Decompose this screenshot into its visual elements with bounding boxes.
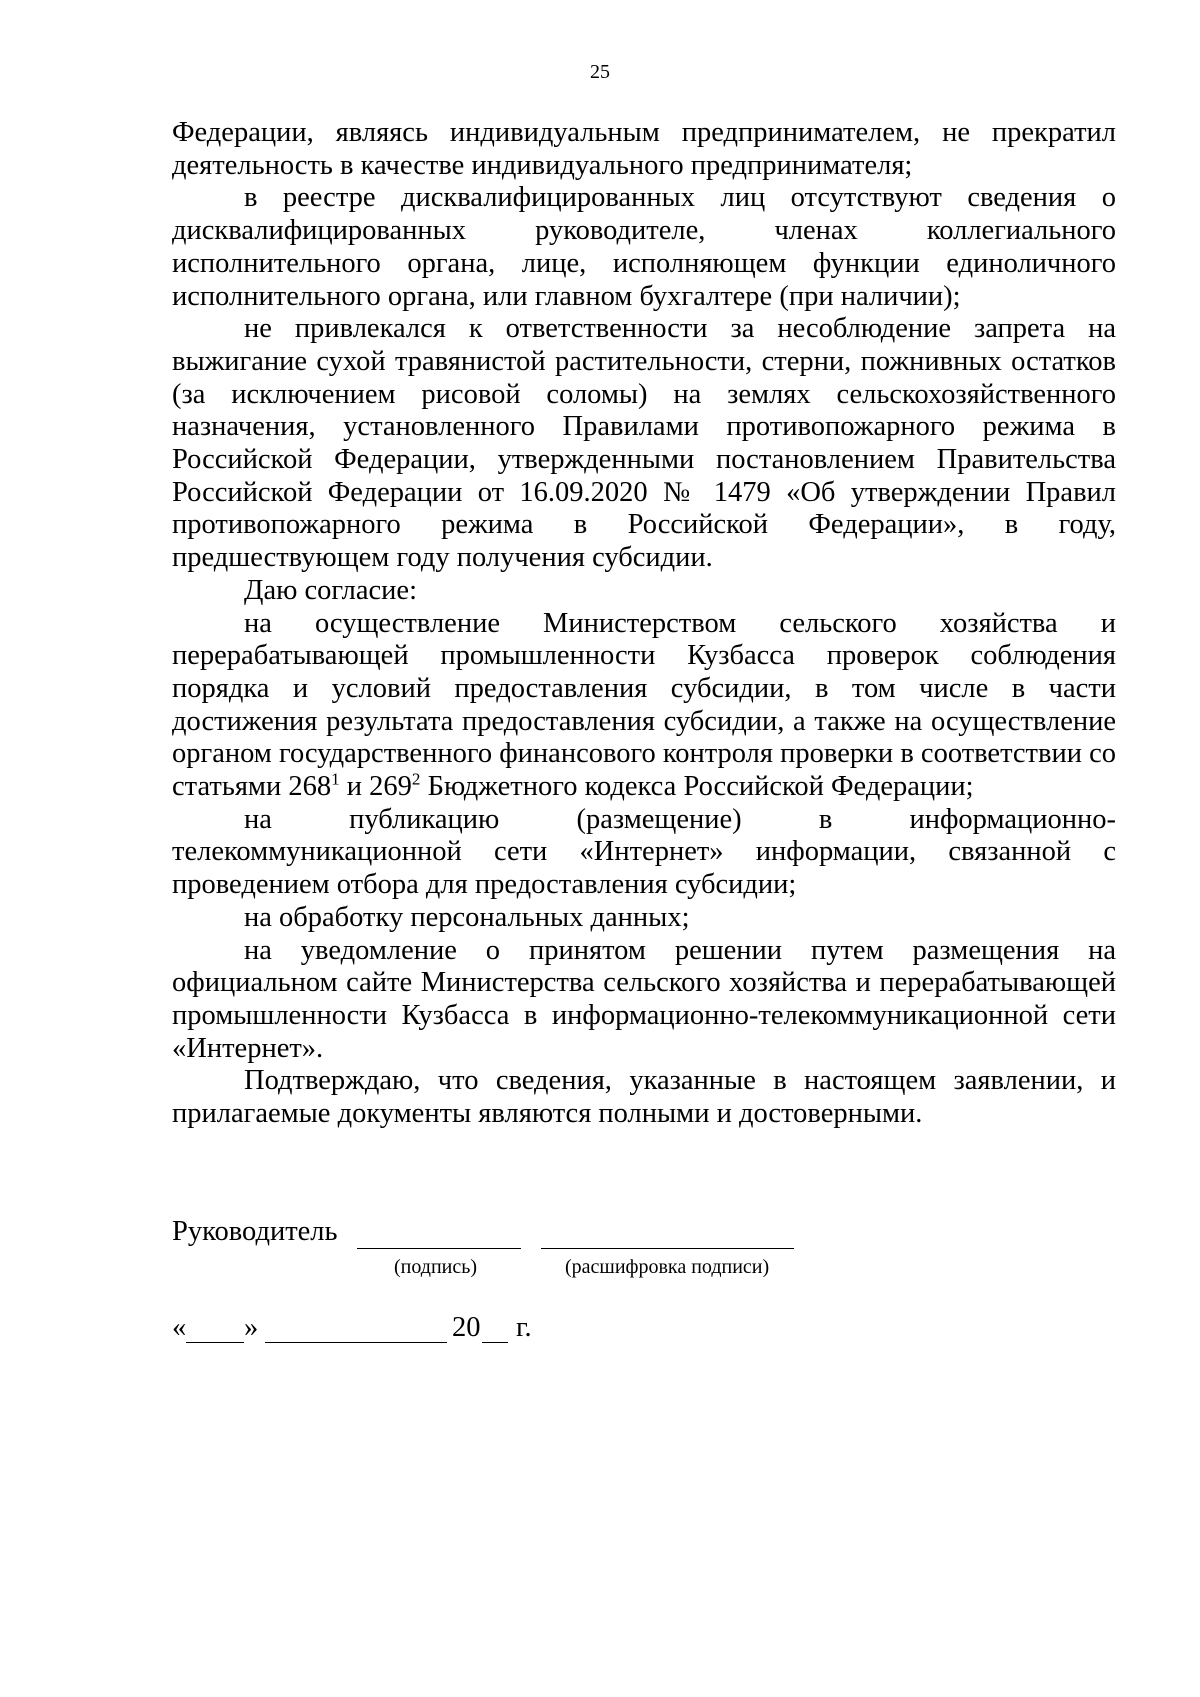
paragraph-confirmation: Подтверждаю, что сведения, указанные в настоящем заявлении, и прилагаемые документы являются полными и достоверными.: [172, 1065, 1116, 1130]
signature-line: [357, 1248, 521, 1249]
paragraph-consent-publication: на публикацию (размещение) в информационно-телекоммуникационной сети «Интернет» информации, связанной с проведением отбора для предоставления субсидии;: [172, 803, 1116, 901]
date-month-line: [265, 1342, 447, 1343]
signature-decoding-line: [541, 1248, 794, 1249]
paragraph-continuation: Федерации, являясь индивидуальным предпринимателем, не прекратил деятельность в качестве индивидуального предпринимателя;: [172, 117, 1116, 181]
role-label: Руководитель: [172, 1216, 338, 1247]
paragraph-disqualified-registry: в реестре дисквалифицированных лиц отсутствуют сведения о дисквалифицированных руководителе, членах коллегиального исполнительного органа, лице, исполняющем функции единоличного исполнительного органа, или главном бухгалтере (при наличии);: [172, 182, 1116, 312]
date-year-suffix: г.: [516, 1312, 532, 1343]
paragraph-consent-personal-data: на обработку персональных данных;: [244, 901, 690, 933]
date-day-line: [186, 1342, 244, 1343]
paragraph-consent-heading: Даю согласие:: [244, 574, 417, 606]
document-body: [172, 117, 1116, 1131]
signature-decoding-caption: (расшифровка подписи): [565, 1256, 770, 1278]
signature-caption: (подпись): [394, 1256, 478, 1278]
signature-row: [172, 1214, 338, 1250]
date-year-prefix: 20: [452, 1312, 481, 1343]
date-year-line: [482, 1342, 508, 1343]
statutes-reference: статьями $268^1$ и $269^2$ Бюджетного кодекса Российской Федерации;: [172, 769, 974, 803]
paragraph-fire-safety: не привлекался к ответственности за несоблюдение запрета на выжигание сухой травянистой растительности, стерни, пожнивных остатков (за исключением рисовой соломы) на землях сельскохозяйственного назначения, установленного Правилами противопожарного режима в Российской Федерации, утвержденными постановлением Правительства Российской Федерации от 16.09.2020 № 1479 «Об утверждении Правил противопожарного режима в Российской Федерации», в году, предшествующем году получения субсидии.: [172, 313, 1116, 574]
paragraph-consent-notification: на уведомление о принятом решении путем размещения на официальном сайте Министерства сельского хозяйства и перерабатывающей промышленности Кузбасса в информационно-телекоммуникационной сети «Интернет».: [172, 934, 1116, 1064]
date-open-quote: «: [172, 1312, 187, 1343]
consent-inspections-text: на осуществление Министерством сельского хозяйства и перерабатывающей промышленности Кузбасса проверок соблюдения порядка и условий предоставления субсидии, в том числе в части достижения результата предоставления субсидии, а также на осуществление органом государственного финансового контроля проверки в соответствии со: [172, 607, 1116, 770]
paragraph-consent-inspections: [172, 608, 1116, 804]
page-number: 25: [590, 61, 610, 83]
date-close-quote: »: [244, 1312, 259, 1343]
